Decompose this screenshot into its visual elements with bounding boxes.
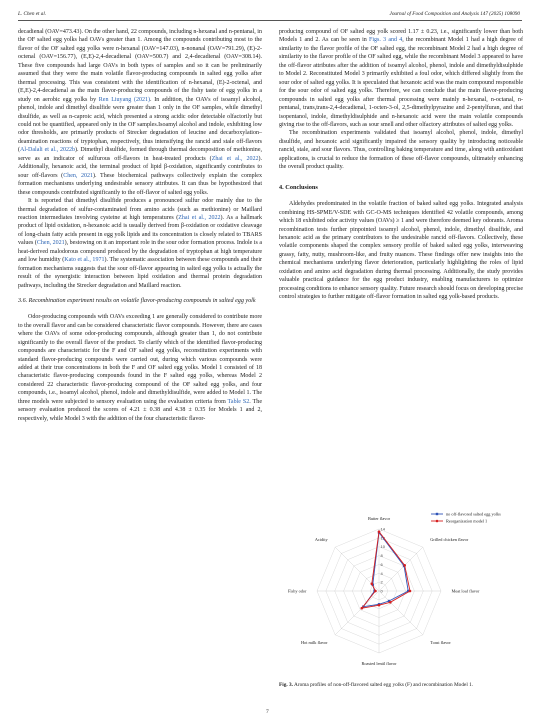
data-point <box>370 582 373 585</box>
legend-label: no off-flavored salted egg yolks <box>446 511 501 517</box>
axis-label: Roasted lentil flavor <box>361 661 397 667</box>
citation-link[interactable]: Ren Liuyang (2021) <box>98 96 151 103</box>
data-point <box>409 590 412 593</box>
tick-label: 2 <box>380 579 383 585</box>
citation-link[interactable]: Zhai et al., 2022 <box>211 155 259 162</box>
data-point <box>378 530 381 533</box>
legend-marker <box>436 520 439 523</box>
tick-label: 8 <box>380 553 383 559</box>
axis-label: Acidity <box>314 537 328 543</box>
citation-link[interactable]: Al-Dalali et al., 2022b <box>20 147 75 154</box>
axis-spoke <box>379 588 423 635</box>
series-line <box>362 532 410 609</box>
running-header-authors: L. Chen et al. <box>18 11 47 17</box>
running-header-journal: Journal of Food Composition and Analysis 147 (2025) 108090 <box>389 11 520 17</box>
axis-spoke <box>379 547 423 591</box>
data-point <box>378 604 381 607</box>
left-column <box>18 28 262 423</box>
axis-label: Meat loaf flavor <box>451 588 480 594</box>
axis-label: Butter flavor <box>367 515 391 521</box>
axis-spoke <box>335 591 379 635</box>
paragraph: Aldehydes predominated in the volatile fraction of baked salted egg yolks. Integrated analysis combining HS-SPME/V-SDE with GC-O-MS techniques identified 42 volatile compounds, among which 18 exhibited odor activity values (OAVs) ≥ 1 and were therefore deemed key odorants. Aroma recombination tests further pinpointed isoamyl alcohol, phenol, indole, dimethyl disulfide, and hexanoic acid as the primary contributors to the undesirable rancid off-flavors. Collectively, these volatile components shaped the complex sensory profile of baked salted egg yolks, interweaving grassy, fatty, nutty, mushroom-like, and fruity nuances. These findings offer new insights into the chemical mechanisms underlying flavor deterioration, particularly highlighting the roles of lipid oxidation and amino acid degradation during thermal processing. Additionally, the study provides valuable practical guidance for the egg product industry, enabling manufacturers to optimize processing conditions to enhance sensory quality. Future research should focus on developing precise control strategies to further mitigate off-flavor formation in salted egg yolk-based products. <box>279 201 524 301</box>
paragraph: Odor-producing compounds with OAVs exceeding 1 are generally considered to contribute more to the overall flavor and can be considered characteristic flavor compounds. However, there are cases where the OAVs of some odor-producing compounds, although greater than 1, do not contribute significantly to the overall flavor of the product. To clarify which of the identified flavor-producing compounds are characteristic for the F and OF salted egg yolks, reconstitution experiments with standard flavor-producing compounds were carried out, during which various compounds were added at their true concentrations in both the F and OF salted egg yolks. Model 1 consisted of 18 characteristic flavor-producing compounds found in the F salted egg yolks, whereas Model 2 considered 22 characteristic flavor-producing compound of the OF salted egg yolks, and four compounds, i.e., isoamyl alcohol, phenol, indole and dimethyldisulfide, were added to Model 1. The three models were subjected to sensory evaluation using the evaluation criteria from Table S2. The sensory evaluation produced the scores of 4.21 ± 0.38 and 4.38 ± 0.35 for Models 1 and 2, respectively, while Model 3 with the addition of the four characteristic flavor- <box>18 314 262 422</box>
figure-caption: Fig. 3. Aroma profiles of non-off-flavored salted egg yolks (F) and recombination Model 1. <box>279 682 474 688</box>
citation-link[interactable]: Zhai et al., 2022 <box>178 214 221 221</box>
citation-link[interactable]: Kato et al., 1971 <box>64 257 105 264</box>
page-number: 7 <box>266 709 269 715</box>
subsection-heading: 3.6. Recombination experiment results on volatile flavor-producing compounds in salted egg yolk <box>18 298 256 305</box>
table-link[interactable]: Table S2 <box>227 398 250 405</box>
paragraph: It is reported that dimethyl disulfide produces a pronounced sulfur odor mainly due to the thermal degradation of sulfur-contaminated from amino acids (such as methionine) or Maillard reaction intermediates involving cysteine at high temperatures (Zhai et al., 2022). As a hallmark product of lipid oxidation, n-hexanoic acid is usually derived from β-oxidation or oxidative cleavage of long-chain fatty acids present in egg yolk lipids and its concentration is closely related to TBARS values (Chen, 2021), bestowing on it an important role in the sour odor formation process. Indole is a heat-derived malodorous compound produced by the degradation of tryptophan at high temperature and low humidity (Kato et al., 1971). The systematic association between these compounds and their formation mechanisms suggests that the sour off-flavor appearing in salted egg yolks is actually the result of the synergistic interaction between lipid oxidation and thermal protein degradation pathways, including the Strecker degradation and Maillard reaction. <box>18 198 262 289</box>
axis-label: Toast flavor <box>430 639 451 645</box>
citation-link[interactable]: Chen, 2021 <box>36 240 65 247</box>
tick-label: 6 <box>380 561 383 567</box>
data-point <box>389 601 392 604</box>
tick-label: 14 <box>380 526 385 532</box>
legend-label: Reorganization model 1 <box>446 518 488 524</box>
data-point <box>360 607 363 610</box>
tick-label: 10 <box>380 544 385 550</box>
paragraph: decadienal (OAV=473.43). On the other hand, 22 compounds, including n-hexanal and n-pentanal, in the OF salted egg yolks had OAVs greater than 1. Among the compounds contributing most to the flavor of the OF salted egg yolks were n-hexanal (OAV=147.03), n-nonanal (OAV=791.29), (E)-2-octenal (OAV=156.77), (E,E)-2,4-decadienal (OAV=500.7) and 2,4-decadienal (OAV=308.14). These five compounds had large OAVs in both types of samples and so it can be preliminarily assumed that they were the main volatile flavor-producing compounds in salted egg yolks after thermal processing. This was consistent with the identification of n-hexanal, (E)-2-octenal, and (E,E)-2,4-decadienal as the main flavor-producing compounds of the fishy taste of egg yolks in a study on aerobic egg yolks by Ren Liuyang (2021). In addition, the OAVs of isoamyl alcohol, phenol, indole and dimethyl disulfide were greater than 1 only in the OF samples, while dimethyl disulfide, as well as n-caproic acid, which presented a strong acidic odor detectable olfactorily but could not be quantified, appeared only in the OF samples.Isoamyl alcohol and indole, exhibiting low odor thresholds, are primarily products of Strecker degradation of leucine and decarboxylation–deamination reactions of tryptophan, respectively, thus intensifying the rancid and stale off-flavors (Al-Dalali et al., 2022b). Dimethyl disulfide, formed through thermal decomposition of methionine, serve as an indicator of sulfurous off-flavors in heat-treated products (Zhai et al., 2022). Additionally, hexanoic acid, the terminal product of lipid β-oxidation, significantly contributes to sour off-flavors (Chen, 2021). These biochemical pathways collectively explain the complex formation mechanisms underlying undesirable sensory attributes. It can thus be hypothesized that these compounds contributed significantly to the off-flavor of salted egg yolks. <box>18 29 262 196</box>
citation-link[interactable]: Chen, 2021 <box>63 172 94 179</box>
legend-marker <box>436 513 438 515</box>
header-rule <box>18 20 522 21</box>
section-heading: 4. Conclusions <box>279 183 318 191</box>
paragraph: producing compound of OF salted egg yolk scored 1.17 ± 0.23, i.e., significantly lower than both Models 1 and 2. As can be seen in Figs. 3 and 4, the recombinant Model 1 had a high degree of similarity to the flavor profile of the OF salted egg, the recombinant Model 2 had a high degree of similarity to the flavor profile of the OF salted egg, while the recombinant Model 3 appeared to have the off-flavor attributes after the addition of isoamyl alcohol, phenol, indole and dimethyldisulphide to Model 2. Reconstituted Model 3 primarily exhibited a foul odor, which differed slightly from the sour odor of salted egg yolks. It is speculated that hexanoic acid was the main compound responsible for the sour odor of salted egg yolks. Therefore, we can conclude that the main flavor-producing compounds in salted egg yolks after thermal processing were mainly n-hexanal, n-octanal, n-pentanal, trans,trans-2,4-decadienal, 1-octen-3-ol, 2,5-dimethylpyrazine and 2-pentylfuran, and that isopentanol, indole, dimethyldisulphide and n-hexanoic acid were the main volatile compounds giving rise to the off-flavors, such as sour smell and other olfactory attributes of salted egg yolks. <box>279 29 523 128</box>
axis-label: Hot milk flavor <box>300 639 328 645</box>
tick-label: 0 <box>380 588 383 594</box>
tick-label: 4 <box>380 570 383 576</box>
data-point <box>374 590 377 593</box>
paragraph: The recombination experiments validated that isoamyl alcohol, phenol, indole, dimethyl disulfide, and hexanoic acid significantly impaired the sensory quality by introducing noticeable rancid, stale, and sour flavors. Thus, controlling baking temperature and time, along with antioxidant applications, is crucial to reduce the formation of these off-flavor compounds, ultimately enhancing the overall product quality. <box>279 130 523 171</box>
figure-link[interactable]: Figs. 3 and 4 <box>369 37 403 44</box>
radar-chart <box>279 506 523 678</box>
axis-label: Grilled chicken flavor <box>430 537 469 543</box>
axis-label: Fishy odor <box>287 588 307 594</box>
right-column <box>279 28 523 302</box>
data-point <box>403 564 406 567</box>
tick-label: 12 <box>380 535 385 541</box>
radar-figure <box>279 506 523 678</box>
